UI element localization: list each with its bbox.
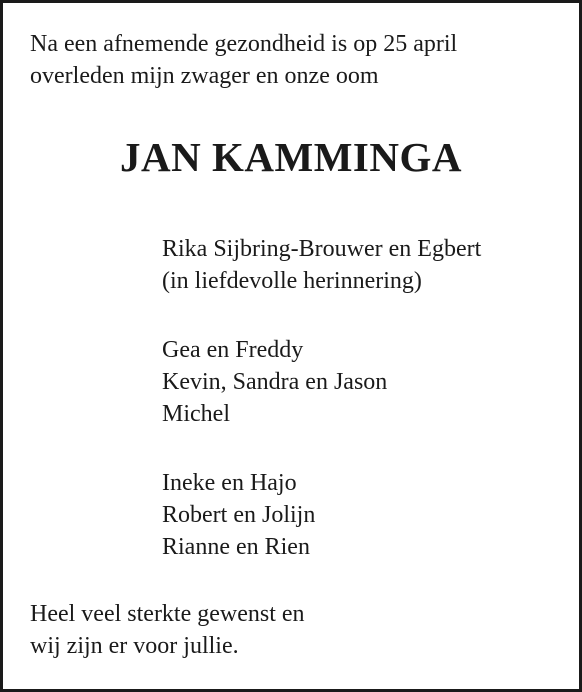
mourner-line: Michel: [162, 401, 230, 427]
mourner-group: [162, 233, 481, 297]
closing-line: wij zijn er voor jullie.: [30, 633, 239, 659]
mourner-line: Rianne en Rien: [162, 534, 310, 560]
intro-line: Na een afnemende gezondheid is op 25 april: [30, 31, 458, 57]
mourner-line: Rika Sijbring-Brouwer en Egbert: [162, 236, 482, 262]
closing-line: Heel veel sterkte gewenst en: [30, 601, 305, 627]
mourner-group: [162, 334, 387, 430]
intro-line: overleden mijn zwager en onze oom: [30, 63, 379, 89]
mourner-line: Robert en Jolijn: [162, 502, 316, 528]
mourner-group: [162, 467, 315, 563]
deceased-name: JAN KAMMINGA: [120, 134, 462, 180]
mourner-line: Ineke en Hajo: [162, 470, 297, 496]
closing-text: [30, 598, 305, 662]
intro-text: [30, 28, 457, 92]
mourner-line: (in liefdevolle herinnering): [162, 268, 422, 294]
mourner-line: Gea en Freddy: [162, 337, 304, 363]
mourner-line: Kevin, Sandra en Jason: [162, 369, 388, 395]
